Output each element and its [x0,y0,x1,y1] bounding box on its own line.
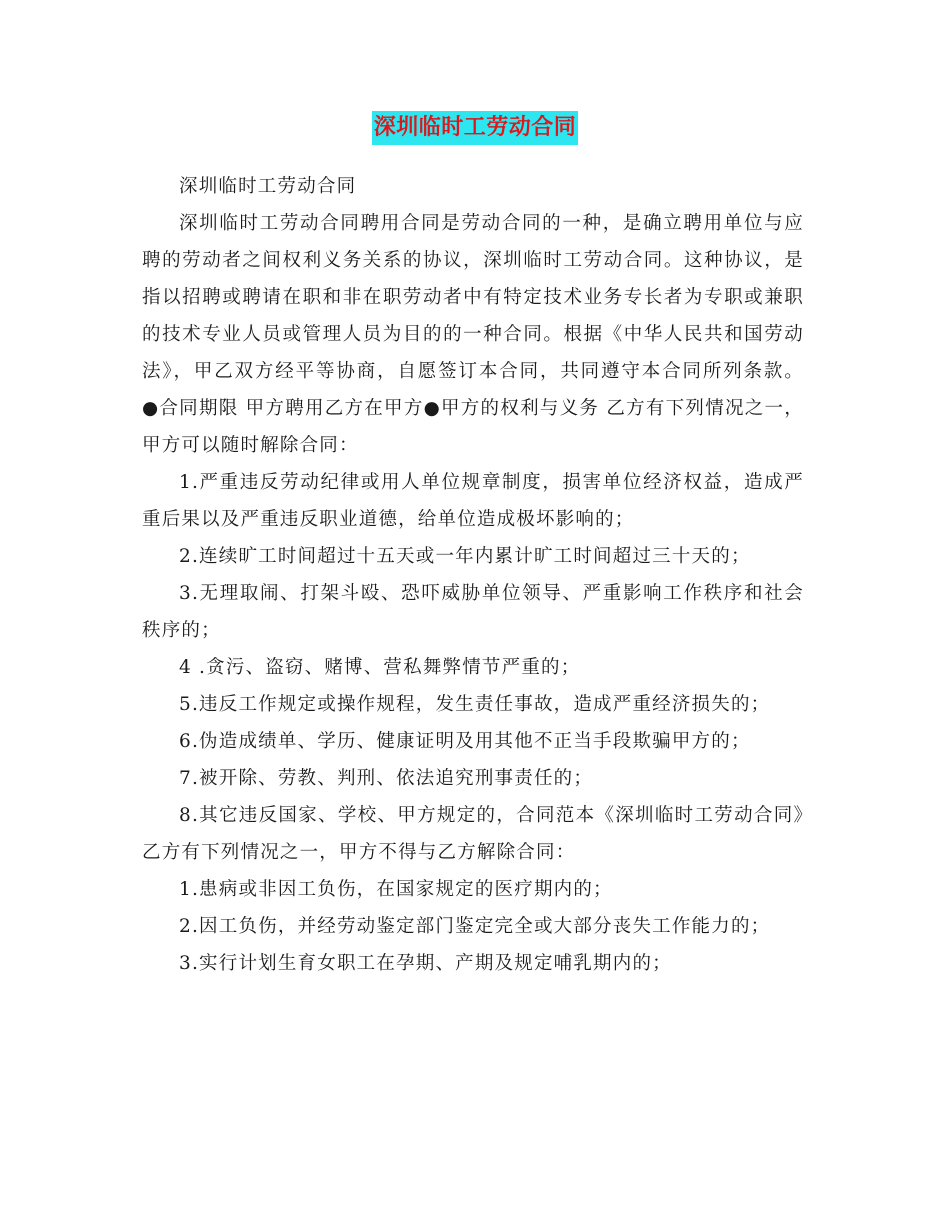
paragraph-intro: 深圳临时工劳动合同聘用合同是劳动合同的一种，是确立聘用单位与应聘的劳动者之间权利义务关系的协议，深圳临时工劳动合同。这种协议，是指以招聘或聘请在职和非在职劳动者中有特定技术业务专长者为专职或兼职的技术专业人员或管理人员为目的的一种合同。根据《中华人民共和国劳动法》，甲乙双方经平等协商，自愿签订本合同，共同遵守本合同所列条款。 ●合同期限 甲方聘用乙方在甲方●甲方的权利与义务 乙方有下列情况之一，甲方可以随时解除合同： [142,213,804,456]
clause-item: 1.患病或非因工负伤，在国家规定的医疗期内的； [179,879,613,900]
clause-item: 5.违反工作规定或操作规程，发生责任事故，造成严重经济损失的； [179,694,771,715]
clause-item: 2.因工负伤，并经劳动鉴定部门鉴定完全或大部分丧失工作能力的； [179,916,771,937]
clause-item: 7.被开除、劳教、判刑、依法追究刑事责任的； [179,768,594,789]
paragraph-heading: 深圳临时工劳动合同 [179,176,357,197]
clause-item: 1.严重违反劳动纪律或用人单位规章制度，损害单位经济权益，造成严重后果以及严重违反职业道德，给单位造成极坏影响的； [142,472,804,530]
clause-item: 3.实行计划生育女职工在孕期、产期及规定哺乳期内的； [179,953,672,974]
title-container [0,111,950,145]
clause-item: 4 .贪污、盗窃、赌博、营私舞弊情节严重的； [179,657,581,678]
clause-item: 3.无理取闹、打架斗殴、恐吓威胁单位领导、严重影响工作秩序和社会秩序的； [142,583,804,641]
clause-item: 2.连续旷工时间超过十五天或一年内累计旷工时间超过三十天的； [179,546,751,567]
clause-item: 8.其它违反国家、学校、甲方规定的，合同范本《深圳临时工劳动合同》乙方有下列情况之一，甲方不得与乙方解除合同： [142,805,804,863]
document-title: 深圳临时工劳动合同 [372,111,579,145]
document-body [142,168,804,982]
clause-item: 6.伪造成绩单、学历、健康证明及用其他不正当手段欺骗甲方的； [179,731,751,752]
